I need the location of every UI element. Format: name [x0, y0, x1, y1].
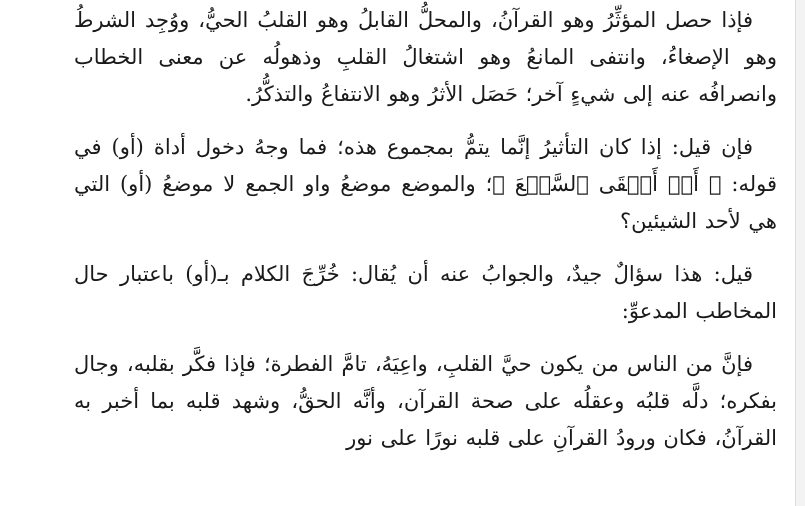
paragraph-2-text-after: ؛ والموضع موضعُ واو الجمع لا موضعُ (أو) التي هي لأحد الشيئين؟ [74, 172, 777, 233]
paragraph-3 [74, 256, 777, 330]
paragraph-3-text: قيل: هذا سؤالٌ جيدٌ، والجوابُ عنه أن يُقال: خُرِّجَ الكلام بـ(أو) باعتبار حال المخاطب المدعوِّ: [74, 262, 777, 323]
paragraph-4-text: فإنَّ من الناس من يكون حيَّ القلبِ، واعِيَهُ، تامَّ الفطرة؛ فإذا فكَّر بقلبه، وجال بفكره؛ دلَّه قلبُه وعقلُه على صحة القرآن، وأنَّه الحقُّ، وشهد قلبه بما أخبر به القرآنُ، فكان ورودُ القرآنِ على قلبه نورًا على نور [74, 352, 777, 450]
paragraph-4 [74, 346, 777, 457]
quran-verse: ﴿ أَوۡ أَلۡقَى ٱلسَّمۡعَ ﴾ [492, 172, 722, 196]
paragraph-1-text: فإذا حصل المؤثِّرُ وهو القرآنُ، والمحلُّ القابلُ وهو القلبُ الحيُّ، ووُجِد الشرطُ وهو الإصغاءُ، وانتفى المانعُ وهو اشتغالُ القلبِ وذهولُه عن معنى الخطاب وانصرافُه عنه إلى شيءٍ آخر؛ حَصَل الأثرُ وهو الانتفاعُ والتذكُّرُ. [74, 8, 777, 106]
paragraph-2 [74, 129, 777, 240]
paragraph-2-text-before: فإن قيل: إذا كان التأثيرُ إنَّما يتمُّ بمجموع هذه؛ فما وجهُ دخول أداة (أو) في قوله: [74, 135, 777, 196]
vertical-scrollbar[interactable] [795, 0, 805, 506]
document-page [74, 2, 777, 473]
paragraph-1 [74, 2, 777, 113]
left-margin [0, 0, 42, 506]
